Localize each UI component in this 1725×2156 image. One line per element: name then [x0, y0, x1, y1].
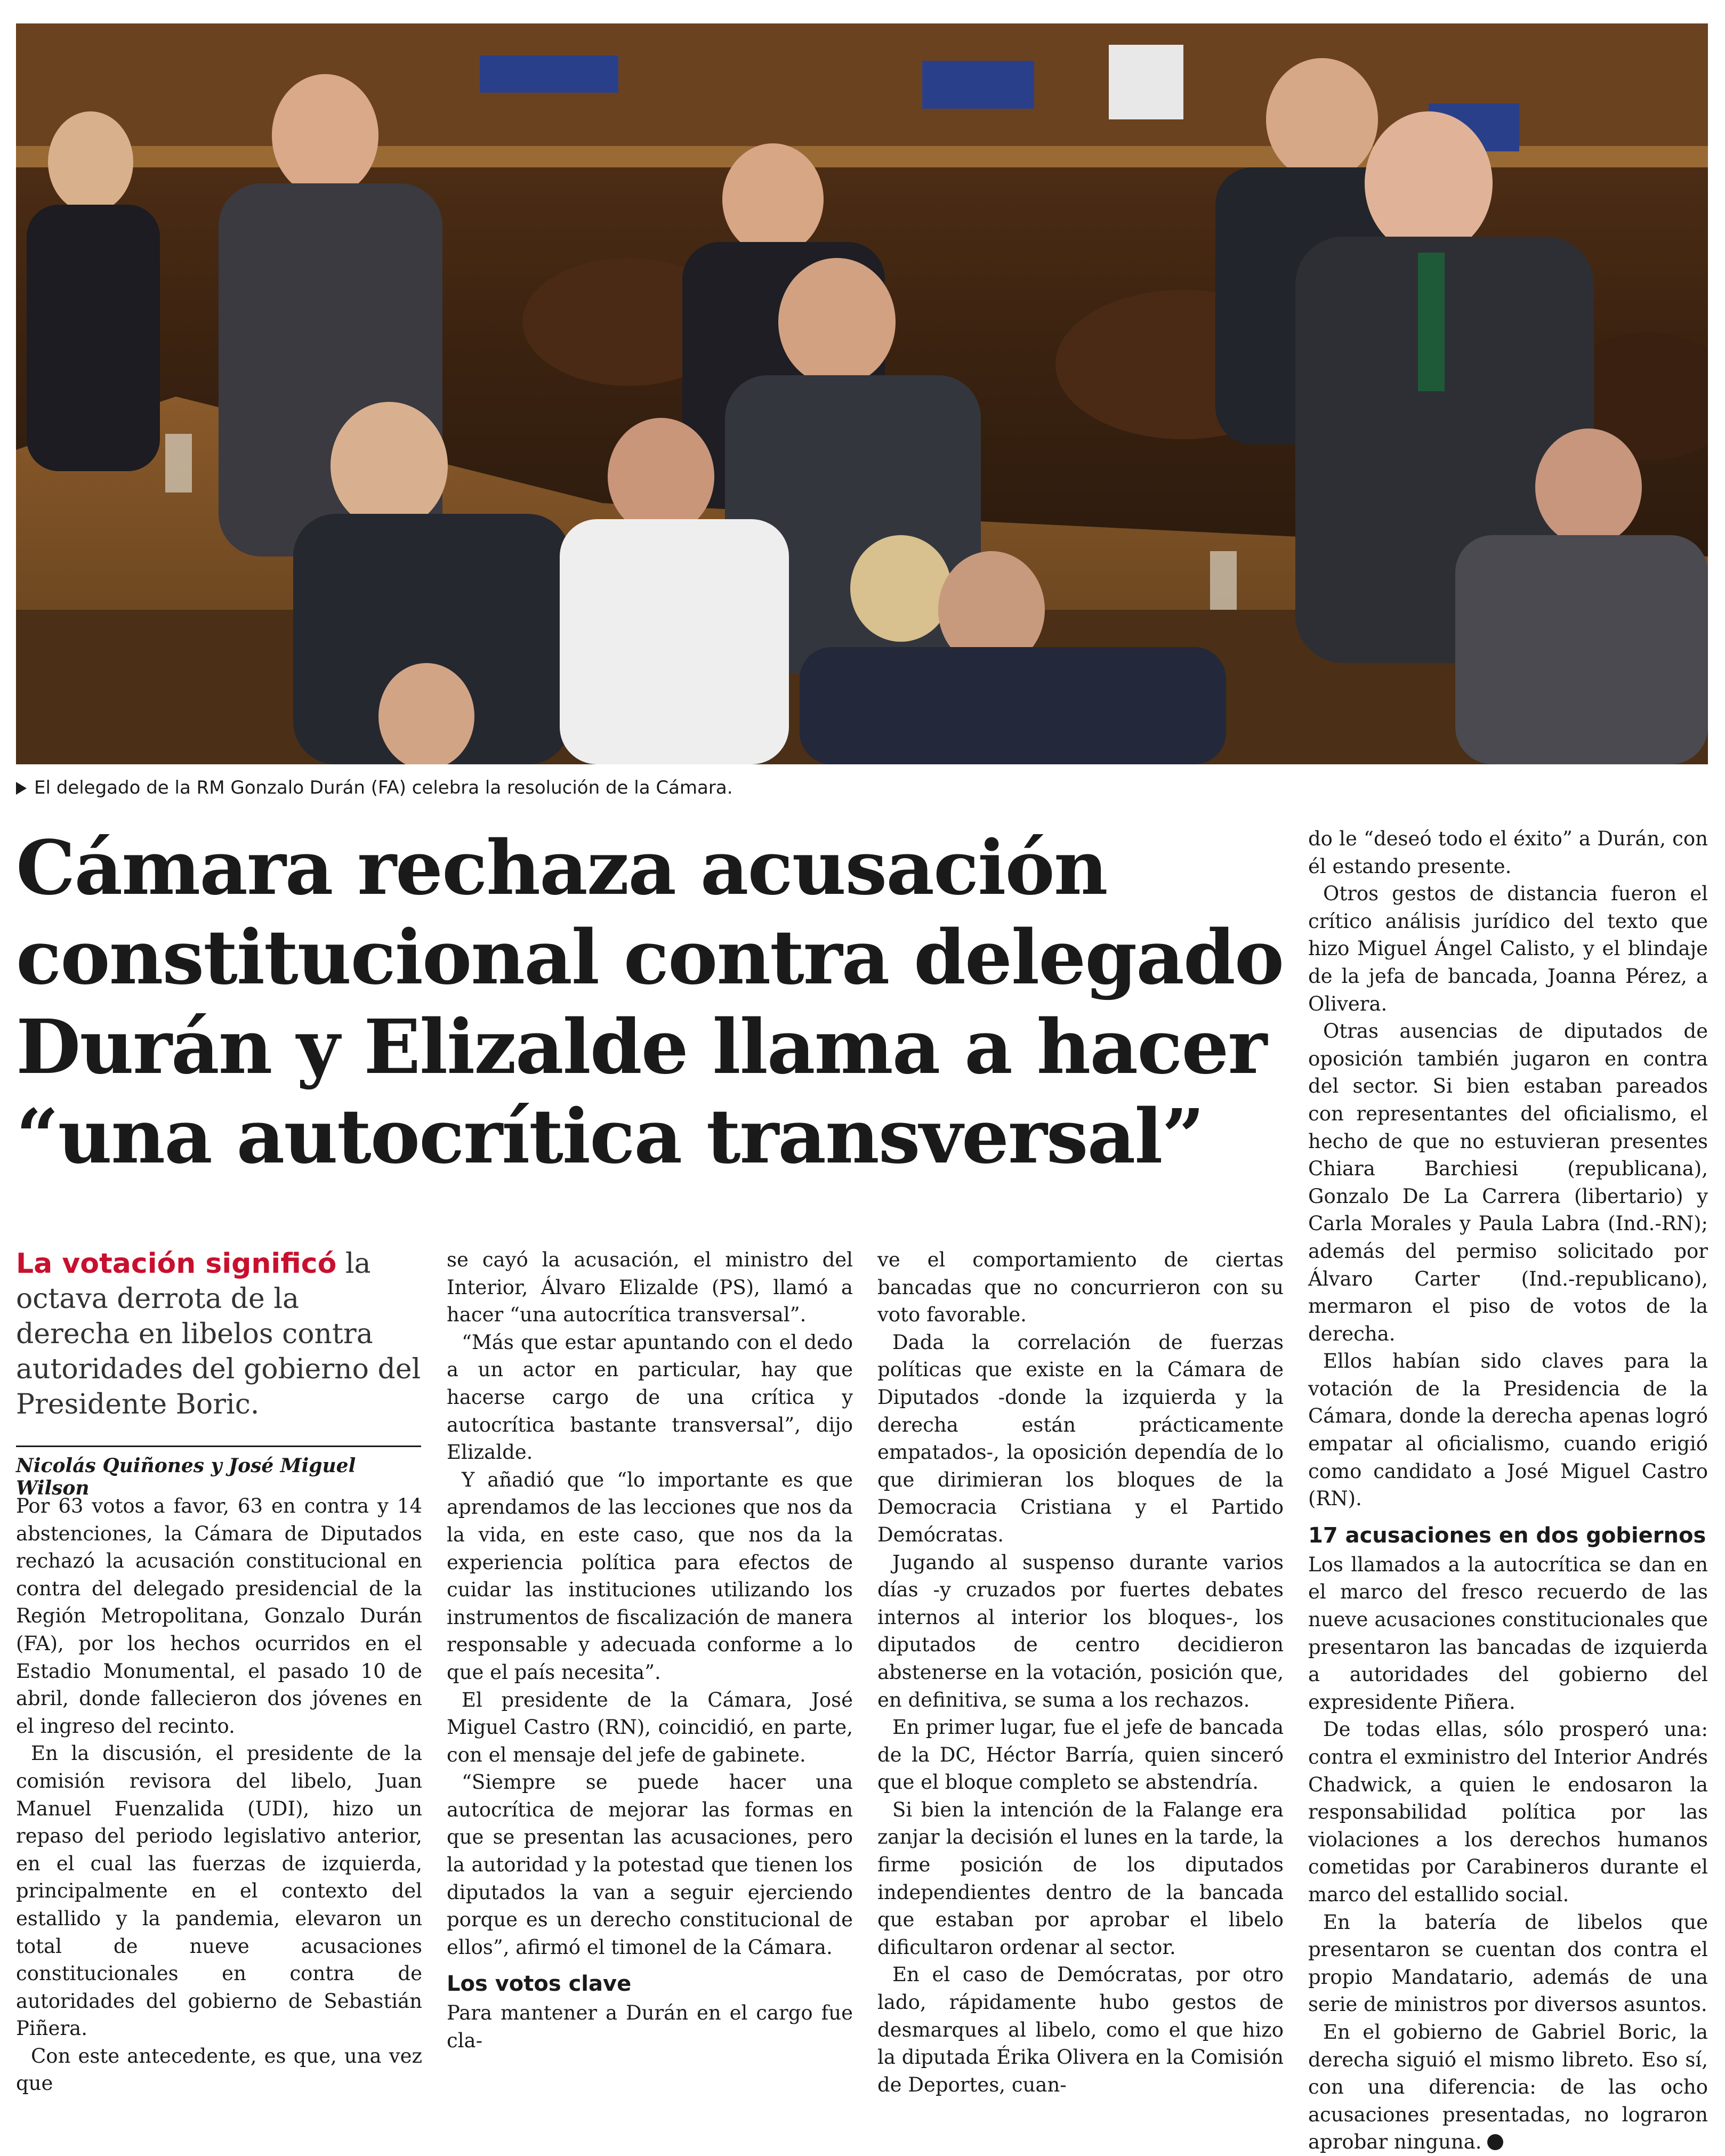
article-paragraph: Si bien la intención de la Falange era zanjar la decisión el lunes en la tarde, la firme posición de los diputados independientes dentro de la bancada que estaban por aprobar el libelo dificultaron ordenar al sector.: [877, 1798, 1284, 1959]
chamber-photo: [16, 23, 1708, 764]
caption-arrow-icon: [16, 782, 27, 795]
article-column-4: [1308, 825, 1708, 2156]
article-paragraph: Dada la correlación de fuerzas políticas que existe en la Cámara de Diputados -donde la izquierda y la derecha están prácticamente empatados-, la oposición dependía de lo que dirimieran los bloques de la Democracia Cristiana y el Partido Demócratas.: [877, 1330, 1284, 1546]
article-paragraph: Otras ausencias de diputados de oposición también jugaron en contra del sector. Si bien estaban pareados con representantes del oficialismo, el hecho de que no estuvieran presentes Chiara Barchiesi (republicana), Gonzalo De La Carrera (libertario) y Carla Morales y Paula Labra (Ind.-RN); además del permiso solicitado por Álvaro Carter (Ind.-republicano), mermaron el piso de votos de la derecha.: [1308, 1020, 1708, 1345]
subhead-acusaciones: 17 acusaciones en dos gobiernos: [1308, 1523, 1706, 1548]
article-paragraph: [1308, 2018, 1708, 2156]
article-paragraph: En el caso de Demócratas, por otro lado, rápidamente hubo gestos de desmarques al libelo, como el que hizo la diputada Érika Olivera en la Comisión de Deportes, cuan-: [877, 1963, 1284, 2096]
article-paragraph: Jugando al suspenso durante varios días -y cruzados por fuertes debates internos al interior los bloques-, los diputados de centro decidieron abstenerse en la votación, posición que, en definitiva, se suma a los rechazos.: [877, 1551, 1284, 1711]
article-paragraph: En la discusión, el presidente de la comisión revisora del libelo, Juan Manuel Fuenzalida (UDI), hizo un repaso del periodo legislativo anterior, en el cual las fuerzas de izquierda, principalmente en el contexto del estallido y la pandemia, elevaron un total de nueve acusaciones constitucionales en contra de autoridades del gobierno de Sebastián Piñera.: [16, 1742, 422, 2040]
article-paragraph: se cayó la acusación, el ministro del Interior, Álvaro Elizalde (PS), llamó a hacer “una autocrítica transversal”.: [447, 1248, 853, 1327]
photo-caption-text: El delegado de la RM Gonzalo Durán (FA) celebra la resolución de la Cámara.: [34, 777, 733, 798]
article-paragraph: Para mantener a Durán en el cargo fue cla-: [447, 2001, 853, 2053]
photo-caption: [16, 772, 1708, 804]
article-byline: Nicolás Quiñones y José Miguel Wilson: [16, 1446, 421, 1499]
article-column-3: [877, 1246, 1284, 2098]
article-paragraph: De todas ellas, sólo prosperó una: contra el exministro del Interior Andrés Chadwick, a quien le endosaron la responsabilidad política por las violaciones a los derechos humanos cometidas por Carabineros durante el marco del estallido social.: [1308, 1718, 1708, 1906]
deck-lead: La votación significó: [16, 1248, 337, 1280]
chamber-photo-illustration: [16, 23, 1708, 764]
article-paragraph: “Más que estar apuntando con el dedo a un actor en particular, hay que hacerse cargo de una crítica y autocrítica bastante transversal”, dijo Elizalde.: [447, 1330, 853, 1464]
article-paragraph: Por 63 votos a favor, 63 en contra y 14 abstenciones, la Cámara de Diputados rechazó la acusación constitucional en contra del delegado presidencial de la Región Metropolitana, Gonzalo Durán (FA), por los hechos ocurridos en el Estadio Monumental, el pasado 10 de abril, donde fallecieron dos jóvenes en el ingreso del recinto.: [16, 1495, 422, 1738]
end-mark-icon: [1487, 2134, 1503, 2150]
article-paragraph: En primer lugar, fue el jefe de bancada de la DC, Héctor Barría, quien sinceró que el bloque completo se abstendría.: [877, 1716, 1284, 1794]
article-paragraph: El presidente de la Cámara, José Miguel Castro (RN), coincidió, en parte, con el mensaje del jefe de gabinete.: [447, 1688, 853, 1766]
article-paragraph: Con este antecedente, es que, una vez que: [16, 2044, 422, 2095]
article-paragraph: do le “deseó todo el éxito” a Durán, con él estando presente.: [1308, 827, 1708, 878]
subhead-votos-clave: Los votos clave: [447, 1972, 632, 1997]
article-paragraph: Y añadió que “lo importante es que aprendamos de las lecciones que nos da la vida, en este caso, que nos da la experiencia política para efectos de cuidar las instituciones utilizando los instrumentos de fiscalización de manera responsable y adecuada conforme a lo que el país necesita”.: [447, 1468, 853, 1684]
final-paragraph-text: En el gobierno de Gabriel Boric, la derecha siguió el mismo libreto. Eso sí, con una diferencia: de las ocho acusaciones presentadas, no lograron aprobar ninguna.: [1308, 2020, 1708, 2154]
article-paragraph: Ellos habían sido claves para la votación de la Presidencia de la Cámara, donde la derecha apenas logró empatar al oficialismo, cuando erigió como candidato a José Miguel Castro (RN).: [1308, 1350, 1708, 1511]
article-column-1: [16, 1492, 422, 2097]
article-deck: [16, 1246, 421, 1422]
article-paragraph: Otros gestos de distancia fueron el crítico análisis jurídico del texto que hizo Miguel Ángel Calisto, y el blindaje de la jefa de bancada, Joanna Pérez, a Olivera.: [1308, 882, 1708, 1015]
article-paragraph: En la batería de libelos que presentaron se cuentan dos contra el propio Mandatario, además de una serie de ministros por diversos asuntos.: [1308, 1910, 1708, 2016]
article-column-2: [447, 1246, 853, 2055]
article-headline: Cámara rechaza acusación constitucional contra delegado Durán y Elizalde llama a hacer “una autocrítica transversal”: [16, 825, 1284, 1181]
article-paragraph: ve el comportamiento de ciertas bancadas que no concurrieron con su voto favorable.: [877, 1248, 1284, 1327]
deck-text: la octava derrota de la derecha en libelos contra autoridades del gobierno del Presidente Boric.: [16, 1248, 421, 1420]
article-paragraph: “Siempre se puede hacer una autocrítica de mejorar las formas en que se presentan las acusaciones, pero la autoridad y la potestad que tienen los diputados la van a seguir ejerciendo porque es un derecho constitucional de ellos”, afirmó el timonel de la Cámara.: [447, 1771, 853, 1959]
article-paragraph: Los llamados a la autocrítica se dan en el marco del fresco recuerdo de las nueve acusaciones constitucionales que presentaron las bancadas de izquierda a autoridades del gobierno del expresidente Piñera.: [1308, 1553, 1708, 1714]
